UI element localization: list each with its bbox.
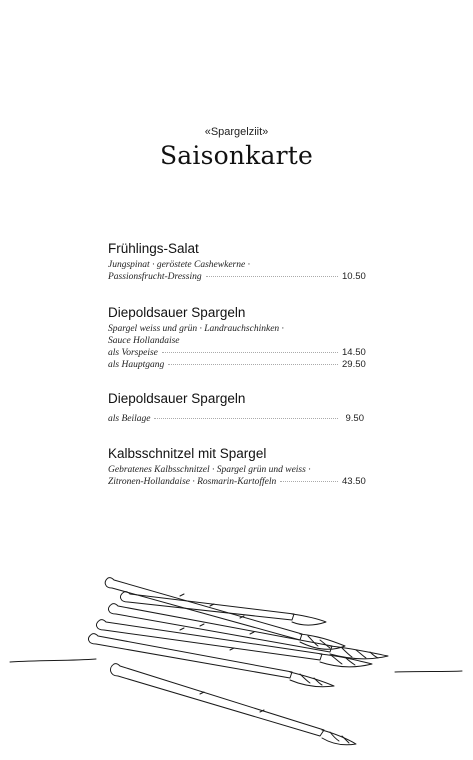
menu-kicker: «Spargelziit» <box>204 126 269 138</box>
menu-list <box>108 240 364 488</box>
dish-description: Spargel weiss und grün · Landrauchschinken · <box>108 324 284 334</box>
price: 10.50 <box>342 271 366 282</box>
menu-item <box>108 240 364 283</box>
dot-leader <box>206 276 338 277</box>
dish-description: Jungspinat · geröstete Cashewkerne · <box>108 260 250 270</box>
dish-description: Sauce Hollandaise <box>108 336 180 346</box>
price-label: als Hauptgang <box>108 360 165 370</box>
price: 9.50 <box>345 413 364 424</box>
dot-leader <box>280 481 338 482</box>
dot-leader <box>162 352 338 353</box>
dish-name: Diepoldsauer Spargeln <box>108 305 246 320</box>
asparagus-bundle-icon <box>0 560 473 760</box>
price-label: Zitronen-Hollandaise · Rosmarin-Kartoffeln <box>108 477 277 487</box>
price-row <box>108 347 364 359</box>
price-row <box>108 271 364 283</box>
dish-name: Kalbsschnitzel mit Spargel <box>108 446 267 461</box>
dish-name: Frühlings-Salat <box>108 241 199 256</box>
dish-name: Diepoldsauer Spargeln <box>108 391 246 406</box>
price: 29.50 <box>342 359 366 370</box>
dot-leader <box>154 418 338 419</box>
price: 43.50 <box>342 476 366 487</box>
menu-item <box>108 445 364 488</box>
price-label: als Vorspeise <box>108 348 158 358</box>
dot-leader <box>168 364 338 365</box>
menu-title: Saisonkarte <box>159 141 314 170</box>
price: 14.50 <box>342 347 366 358</box>
menu-item <box>108 390 364 425</box>
price-label: als Beilage <box>108 414 151 424</box>
price-label: Passionsfrucht-Dressing <box>108 272 202 282</box>
menu-item <box>108 304 364 371</box>
price-row <box>108 359 364 371</box>
price-row <box>108 476 364 488</box>
price-row <box>108 413 364 425</box>
dish-description: Gebratenes Kalbsschnitzel · Spargel grün und weiss · <box>108 465 311 475</box>
